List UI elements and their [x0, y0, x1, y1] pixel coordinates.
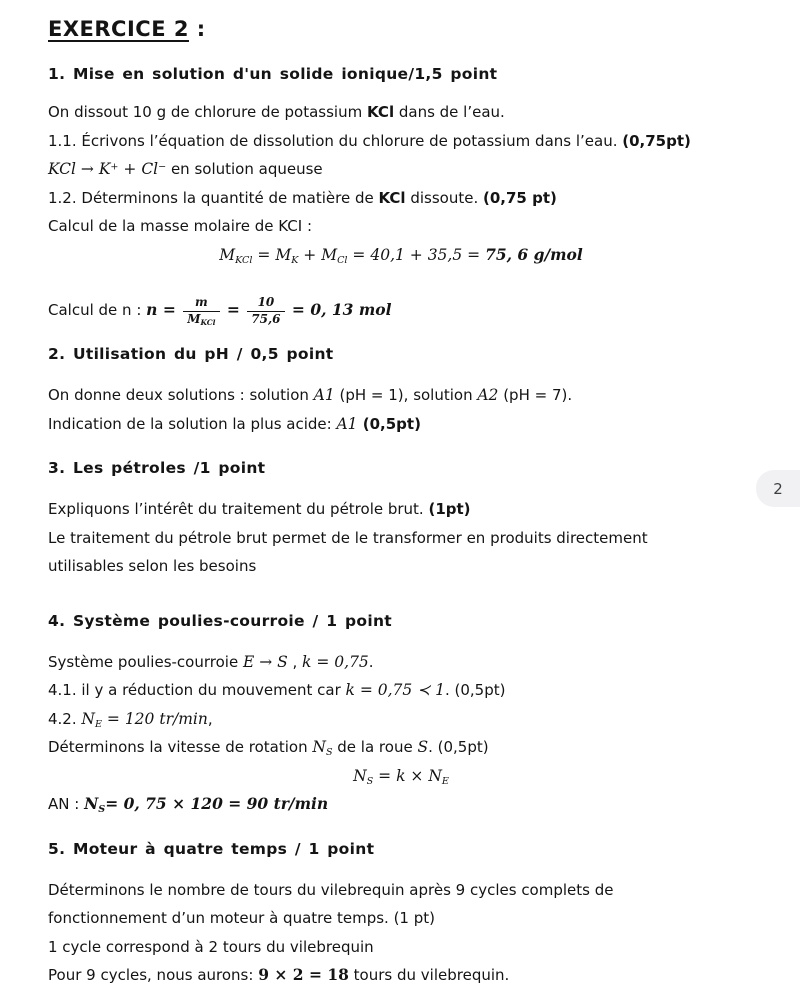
s4-l1-pre: Système poulies-courroie	[48, 652, 243, 671]
s5-line-2: fonctionnement d’un moteur à quatre temps. (1 pt)	[48, 909, 435, 927]
s4-l1-k-math: k = 0,75	[302, 652, 369, 671]
s3-line-2: Le traitement du pétrole brut permet de le transformer en produits directement	[48, 528, 648, 547]
equation-tail: en solution aqueuse	[166, 160, 323, 178]
n-calc-math: n = $\frac{m}{M_{KCl}}$ = $\frac{10}{75,6}$ = 0, 13 mol	[146, 295, 392, 327]
s1-intro-pre: On dissout 10 g de chlorure de potassium	[48, 103, 367, 121]
s4-l4-mid: de la roue	[332, 738, 418, 756]
molar-formula-result: 75, 6 g/mol	[485, 244, 583, 264]
molar-mass-formula	[48, 241, 754, 270]
s1-q12-line	[48, 184, 754, 213]
s4-l2-pre: 4.1. il y a réduction du mouvement car	[48, 681, 346, 699]
s4-an-math: $N_S= 0$, 75 × 120 = 90 tr/min	[84, 794, 329, 815]
s3-line-3: utilisables selon les besoins	[48, 557, 257, 575]
s2-l1-post: (pH = 7).	[498, 386, 573, 404]
s4-l4-ns: $N_S$	[312, 738, 333, 758]
s2-l1-a2: A2	[477, 386, 499, 404]
pulley-formula	[48, 762, 754, 791]
s5-line-1: Déterminons le nombre de tours du vilebrequin après 9 cycles complets de	[48, 880, 614, 899]
s1-q12-mid: dissoute.	[405, 188, 483, 207]
section-4-heading: 4. Système poulies-courroie / 1 point	[48, 611, 392, 630]
s4-l3-comma: ,	[207, 709, 213, 728]
s4-l4-pre: Déterminons la vitesse de rotation	[48, 738, 313, 756]
s1-q12-points: (0,75 pt)	[483, 188, 557, 207]
s5-line-4	[48, 961, 754, 990]
s4-l3-math: $N_E = 120$ tr/min	[81, 709, 208, 730]
s4-l1-sep: ,	[287, 652, 303, 671]
s4-line-4	[48, 733, 754, 762]
s2-line-1	[48, 381, 754, 410]
s3-line-1	[48, 495, 754, 524]
s5-l4-post: tours du vilebrequin.	[348, 966, 510, 984]
s1-q12-pre: 1.2. Déterminons la quantité de matière de	[48, 188, 379, 207]
equation-kcl: KCl → K+ + Cl−	[48, 160, 167, 178]
exercise-title	[48, 16, 754, 42]
s1-q12-kcl: KCl	[378, 188, 406, 207]
s1-intro-kcl: KCl	[366, 103, 395, 121]
n-calc-label: Calcul de n :	[48, 301, 147, 319]
s1-q11-line	[48, 127, 754, 156]
s3-l1-points: (1pt)	[428, 500, 471, 518]
molar-formula-lhs: $M_{KCl} = M_K + M_{Cl} = 40,1 + 35,5$ =	[219, 245, 486, 266]
s4-l1-dot: .	[368, 652, 374, 671]
s2-line-2	[48, 410, 754, 439]
s2-l1-a1: A1	[313, 386, 335, 404]
s1-intro-line	[48, 98, 754, 127]
s4-an-line	[48, 790, 754, 819]
s2-l1-pre: On donne deux solutions : solution	[48, 386, 314, 404]
s2-l2-points: (0,5pt)	[357, 414, 421, 433]
section-1-heading: 1. Mise en solution d'un solide ionique/1,5 point	[48, 65, 498, 83]
s1-dissolution-equation	[48, 155, 754, 184]
section-5-heading: 5. Moteur à quatre temps / 1 point	[48, 839, 375, 858]
fraction-m-over-M: $\frac{m}{M_{KCl}}$	[183, 296, 219, 325]
s1-molar-label: Calcul de la masse molaire de KCI :	[48, 217, 313, 235]
s4-line-2	[48, 676, 754, 705]
section-3-heading: 3. Les pétroles /1 point	[48, 459, 266, 477]
s4-l4-post: . (0,5pt)	[428, 738, 489, 756]
s5-line-3: 1 cycle correspond à 2 tours du vilebrequin	[48, 937, 374, 956]
s4-l2-post: . (0,5pt)	[444, 681, 506, 699]
s4-l1-es-math: E → S	[242, 652, 288, 671]
page-number-badge: 2	[756, 470, 800, 507]
exercise-title-colon: :	[188, 17, 206, 41]
mole-number-calculation	[48, 288, 754, 332]
exercise-title-text: EXERCICE 2	[48, 17, 189, 41]
fraction-10-over-75-6: $\frac{10}{75,6}$	[247, 296, 284, 325]
s5-l4-math: 9 × 2 = 18	[258, 965, 349, 984]
s2-l2-a1: A1	[336, 414, 358, 433]
s1-q11-points: (0,75pt)	[622, 131, 691, 150]
s4-l2-math: k = 0,75 ≺ 1	[345, 681, 445, 699]
s4-line-1	[48, 648, 754, 677]
s4-l4-s: S	[417, 738, 429, 756]
s1-intro-post: dans de l’eau.	[394, 103, 505, 121]
s4-an-label: AN :	[48, 795, 85, 813]
s5-l4-pre: Pour 9 cycles, nous aurons:	[48, 966, 259, 984]
pulley-formula-math: $N_S = k \times N_E$	[353, 766, 449, 787]
s4-l3-pre: 4.2.	[48, 709, 82, 728]
s1-q11-text: 1.1. Écrivons l’équation de dissolution du chlorure de potassium dans l’eau.	[48, 131, 623, 150]
s4-line-3	[48, 705, 754, 734]
s2-l2-pre: Indication de la solution la plus acide:	[48, 414, 337, 433]
section-2-heading: 2. Utilisation du pH / 0,5 point	[48, 345, 334, 363]
s2-l1-mid: (pH = 1), solution	[334, 386, 478, 404]
s3-l1-text: Expliquons l’intérêt du traitement du pétrole brut.	[48, 500, 429, 518]
